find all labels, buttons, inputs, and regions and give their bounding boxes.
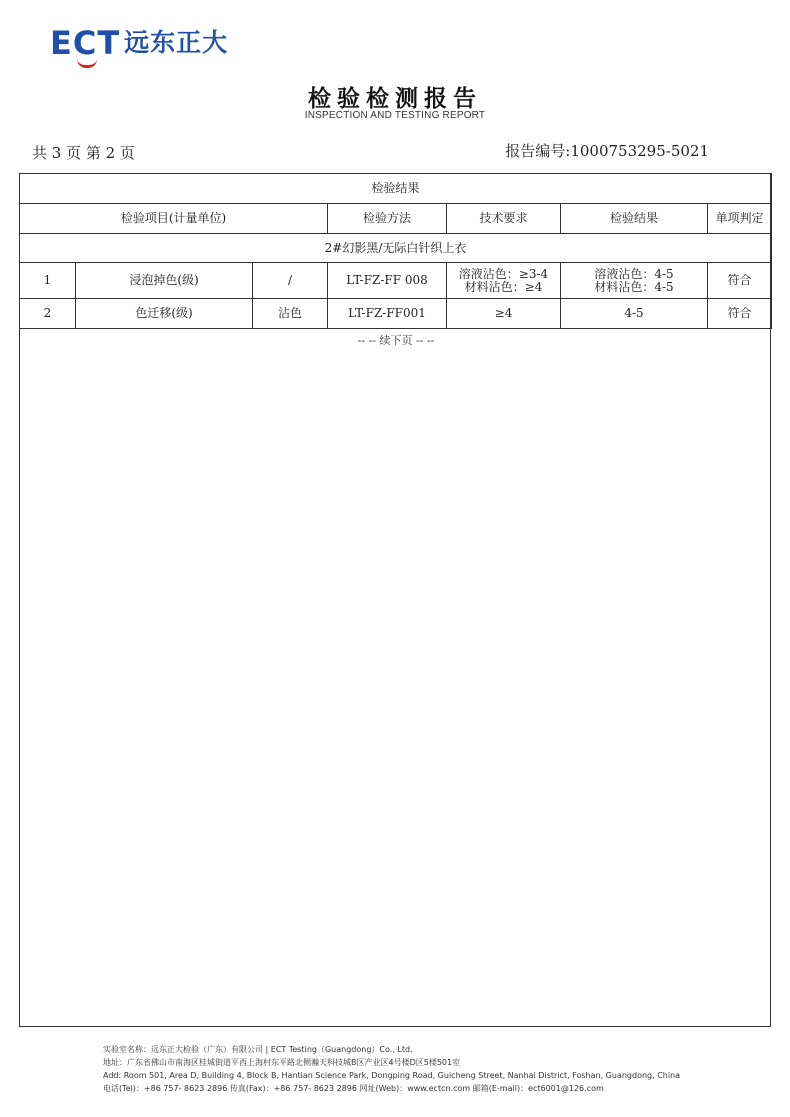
footer-contact: 电话(Tel)：+86 757- 8623 2896 传真(Fax)：+86 757- 8623 2896 网址(Web)：www.ectcn.com 邮箱(E-mail)：ect6001@126.com <box>103 1084 604 1093</box>
requirement-line: 溶液沾色：≥3-4 <box>458 266 549 281</box>
row-requirement: ≥4 <box>447 299 561 329</box>
table-row <box>20 263 772 299</box>
requirement-line: 材料沾色：≥4 <box>464 279 543 294</box>
report-subtitle: INSPECTION AND TESTING REPORT <box>304 110 486 121</box>
page-info: 共 3 页 第 2 页 <box>32 144 135 162</box>
col-header-item: 检验项目(计量单位) <box>20 204 328 234</box>
footer <box>103 1043 680 1095</box>
row-result: 4-5 <box>561 299 708 329</box>
sample-name: 2#幻影黑/无际白针织上衣 <box>20 234 772 263</box>
col-header-method: 检验方法 <box>328 204 447 234</box>
row-verdict: 符合 <box>708 299 772 329</box>
footer-address-cn: 地址：广东省佛山市南海区桂城街道平西上海村东平路北侧瀚天科技城B区产业区4号楼D区5楼501室 <box>103 1058 461 1067</box>
col-header-verdict: 单项判定 <box>708 204 772 234</box>
row-number: 2 <box>20 299 76 329</box>
result-line: 材料沾色：4-5 <box>594 279 674 294</box>
row-result <box>561 263 708 299</box>
logo-swoosh <box>77 59 97 68</box>
continued-note: -- -- 续下页 -- -- <box>357 334 435 347</box>
logo-chinese: 远东正大 <box>124 28 229 57</box>
row-number: 1 <box>20 263 76 299</box>
row-method: LT-FZ-FF001 <box>328 299 447 329</box>
table-row <box>20 299 772 329</box>
row-sub-item: 沾色 <box>253 299 328 329</box>
row-requirement <box>447 263 561 299</box>
row-verdict: 符合 <box>708 263 772 299</box>
logo-latin: ECT <box>50 24 121 62</box>
report-number: 报告编号:1000753295-5021 <box>505 142 709 160</box>
col-header-requirement: 技术要求 <box>447 204 561 234</box>
result-line: 溶液沾色：4-5 <box>594 266 674 281</box>
col-header-result: 检验结果 <box>561 204 708 234</box>
company-logo <box>50 26 228 60</box>
row-sub-item: / <box>253 263 328 299</box>
report-title: 检验检测报告 <box>308 86 482 112</box>
footer-address-en: Add: Room 501, Area D, Building 4, Block B, Hantian Science Park, Dongping Road, Guicheng Street, Nanhai District, Foshan, Guangdong, China <box>103 1071 681 1080</box>
row-method: LT-FZ-FF 008 <box>328 263 447 299</box>
row-item: 浸泡掉色(级) <box>76 263 253 299</box>
results-table <box>19 173 772 329</box>
footer-lab-name: 实验室名称：远东正大检验（广东）有限公司 | ECT Testing（Guangdong）Co., Ltd. <box>103 1045 413 1054</box>
table-heading: 检验结果 <box>20 174 772 204</box>
results-frame <box>19 173 771 1027</box>
row-item: 色迁移(级) <box>76 299 253 329</box>
